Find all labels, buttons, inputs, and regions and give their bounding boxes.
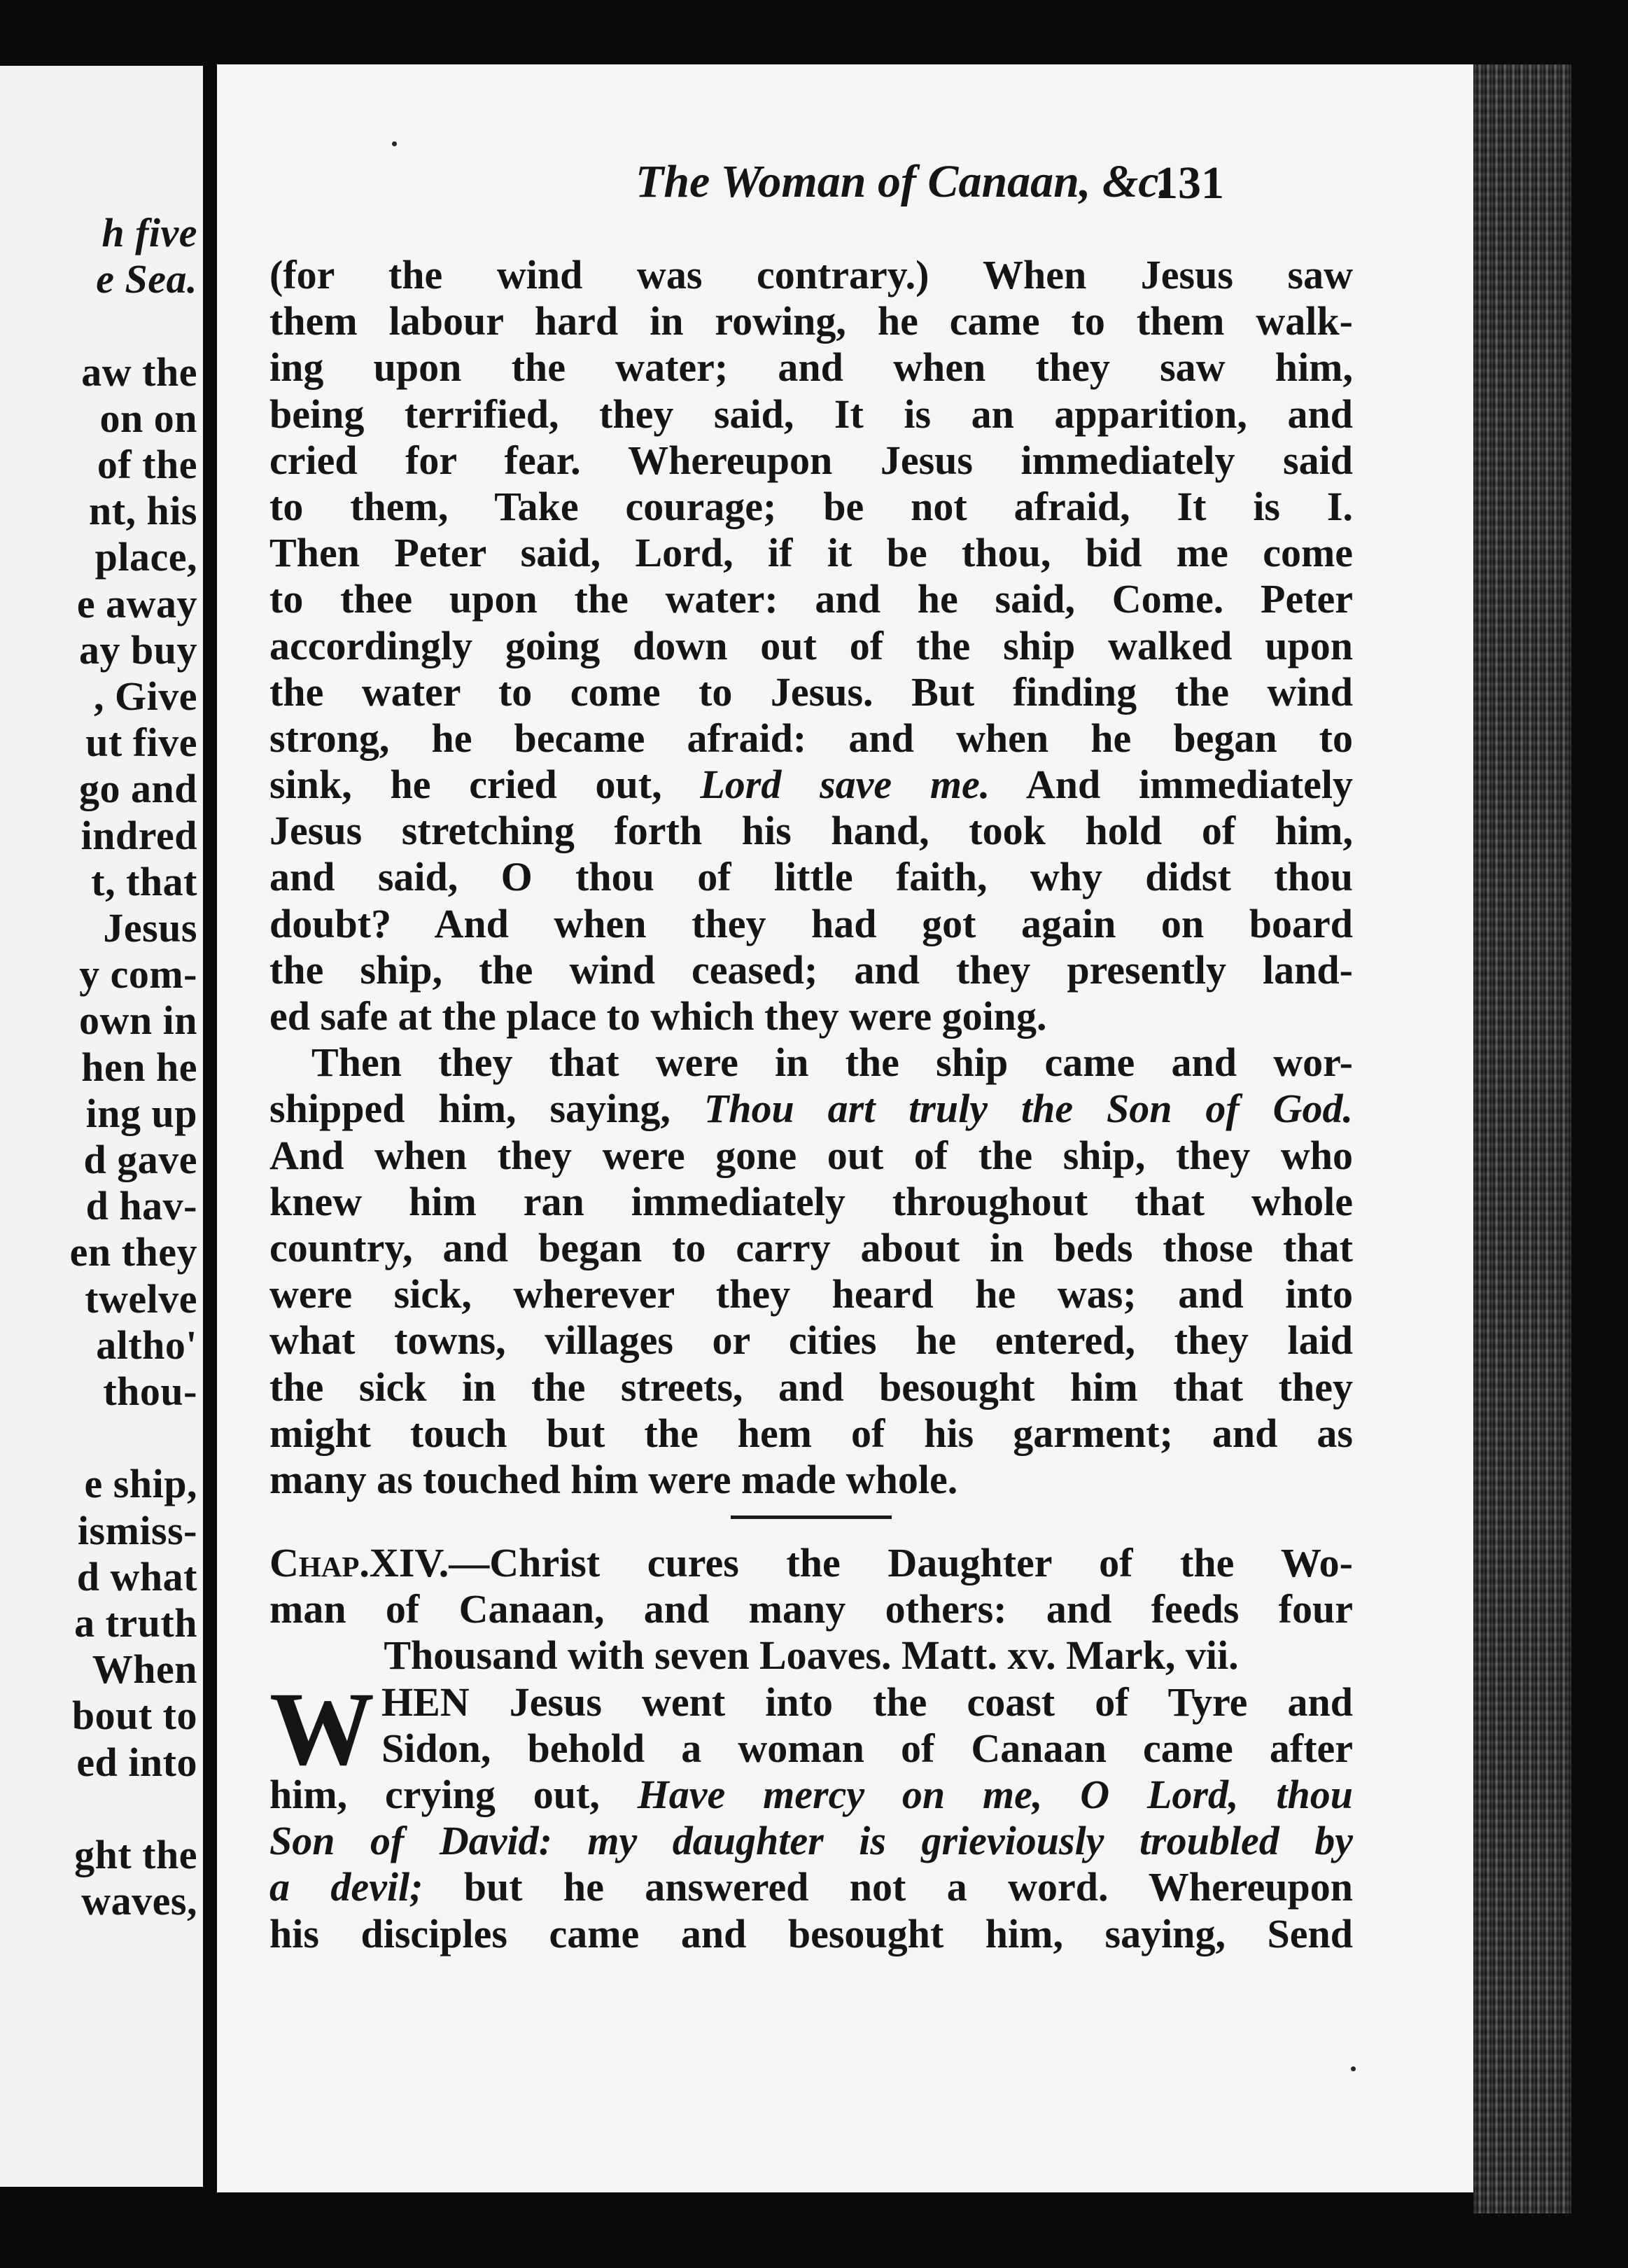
- page-number: 131: [1155, 158, 1224, 209]
- text-line: and said, O thou of little faith, why didst thou: [269, 854, 1353, 900]
- text-line: him, crying out, Have mercy on me, O Lord, thou: [269, 1772, 1353, 1817]
- facing-page-fragment: Jesus: [103, 905, 197, 951]
- facing-page-fragment: ay buy: [78, 626, 197, 673]
- text-line: ed safe at the place to which they were going.: [269, 993, 1047, 1039]
- text-line: Sidon, behold a woman of Canaan came after: [381, 1725, 1353, 1771]
- paragraph-1: [269, 252, 1353, 762]
- section-divider: [731, 1516, 892, 1519]
- text-line: many as touched him were made whole.: [269, 1456, 958, 1502]
- chapter-heading: Chap.XIV.—Christ cures the Daughter of the Wo-: [269, 1540, 1353, 1586]
- text-line: them labour hard in rowing, he came to them walk-: [269, 298, 1353, 344]
- facing-page-fragment: ing up: [85, 1090, 197, 1136]
- ink-speck: [1351, 2066, 1356, 2071]
- page-block-edge: [1473, 64, 1571, 2213]
- text-line: cried for fear. Whereupon Jesus immediately said: [269, 437, 1353, 483]
- facing-page-fragment: of the: [97, 442, 197, 487]
- chapter-heading-line: Thousand with seven Loaves. Matt. xv. Mark, vii.: [384, 1632, 1239, 1679]
- facing-page-fragment: aw the: [81, 349, 197, 395]
- facing-page-fragment: t, that: [91, 858, 197, 904]
- facing-page-fragment: waves,: [81, 1878, 197, 1924]
- text-line: accordingly going down out of the ship walked upon: [269, 622, 1353, 668]
- drop-cap: W: [269, 1670, 374, 1787]
- facing-page-fragment: own in: [78, 997, 197, 1044]
- text-line: HEN Jesus went into the coast of Tyre and: [381, 1679, 1353, 1725]
- text-line: to thee upon the water: and he said, Come. Peter: [269, 576, 1353, 622]
- facing-page-fragment: bout to: [71, 1693, 197, 1739]
- facing-page-fragment: ght the: [74, 1832, 197, 1877]
- paragraph-1-continued: [269, 808, 1353, 1040]
- facing-page-fragment: altho': [96, 1322, 197, 1368]
- facing-page-fragment: hen he: [81, 1044, 197, 1090]
- facing-page-fragment: go and: [78, 766, 197, 812]
- facing-page-fragment: ismiss-: [77, 1507, 197, 1553]
- text-line: (for the wind was contrary.) When Jesus saw: [269, 252, 1353, 298]
- text-line: Then Peter said, Lord, if it be thou, bid me come: [269, 530, 1353, 576]
- facing-page-fragment: d what: [76, 1553, 197, 1600]
- facing-page-fragment: place,: [94, 534, 197, 580]
- text-line: strong, he became afraid: and when he began to: [269, 715, 1353, 761]
- text-line: Jesus stretching forth his hand, took hold of him,: [269, 808, 1353, 854]
- text-line: Then they that were in the ship came and wor-: [311, 1040, 1353, 1086]
- text-line: being terrified, they said, It is an apparition, and: [269, 391, 1353, 437]
- running-head: The Woman of Canaan, &c.: [636, 156, 1170, 207]
- text-line: were sick, wherever they heard he was; and into: [269, 1271, 1353, 1317]
- left-facing-page: [0, 66, 203, 2187]
- facing-page-fragment: twelve: [85, 1275, 197, 1322]
- facing-page-fragment: d hav-: [85, 1183, 197, 1229]
- body-text: [269, 252, 1353, 1957]
- facing-page-fragment: y com-: [79, 951, 197, 997]
- facing-page-fragment: on on: [99, 395, 197, 441]
- text-line: sink, he cried out, Lord save me. And immediately: [269, 762, 1354, 808]
- facing-page-fragment: ut five: [85, 720, 197, 766]
- facing-page-fragment: , Give: [94, 673, 197, 719]
- right-page: [217, 64, 1477, 2192]
- text-line: Son of David: my daughter is grieviously troubled by: [269, 1818, 1353, 1864]
- text-line: ing upon the water; and when they saw him,: [269, 344, 1353, 391]
- text-line: what towns, villages or cities he entered, they laid: [269, 1317, 1353, 1364]
- text-line: the water to come to Jesus. But finding the wind: [269, 668, 1353, 715]
- text-line: country, and began to carry about in beds those that: [269, 1224, 1353, 1270]
- facing-page-fragment: nt, his: [88, 488, 197, 534]
- text-line: a devil; but he answered not a word. Whereupon: [269, 1864, 1353, 1910]
- text-line: the sick in the streets, and besought him that they: [269, 1364, 1353, 1410]
- text-line: his disciples came and besought him, saying, Send: [269, 1910, 1353, 1956]
- facing-page-fragment: e ship,: [84, 1461, 197, 1507]
- chapter-heading-line: man of Canaan, and many others: and feeds four: [269, 1586, 1353, 1632]
- text-line: shipped him, saying, Thou art truly the Son of God.: [269, 1086, 1353, 1132]
- text-line: might touch but the hem of his garment; and as: [269, 1410, 1353, 1456]
- facing-page-fragment: e away: [76, 580, 197, 626]
- text-line: to them, Take courage; be not afraid, It is I.: [269, 483, 1353, 529]
- facing-page-fragment: d gave: [83, 1137, 197, 1182]
- facing-page-fragment: thou-: [103, 1368, 197, 1414]
- ink-speck: [392, 141, 397, 146]
- text-line: doubt? And when they had got again on board: [269, 900, 1353, 946]
- facing-page-fragment: ed into: [76, 1739, 197, 1785]
- paragraph-3: [269, 1670, 1353, 1957]
- facing-page-fragment: When: [92, 1646, 197, 1693]
- facing-page-fragment: indred: [80, 812, 197, 858]
- facing-page-fragment: h five: [101, 210, 197, 255]
- text-line: And when they were gone out of the ship, they who: [269, 1132, 1353, 1178]
- paragraph-2: [269, 1133, 1353, 1504]
- text-line: the ship, the wind ceased; and they presently land-: [269, 946, 1353, 993]
- facing-page-fragment: a truth: [74, 1600, 197, 1646]
- facing-page-fragment: e Sea.: [96, 256, 197, 302]
- facing-page-fragment: en they: [69, 1229, 197, 1275]
- text-line: knew him ran immediately throughout that whole: [269, 1178, 1353, 1224]
